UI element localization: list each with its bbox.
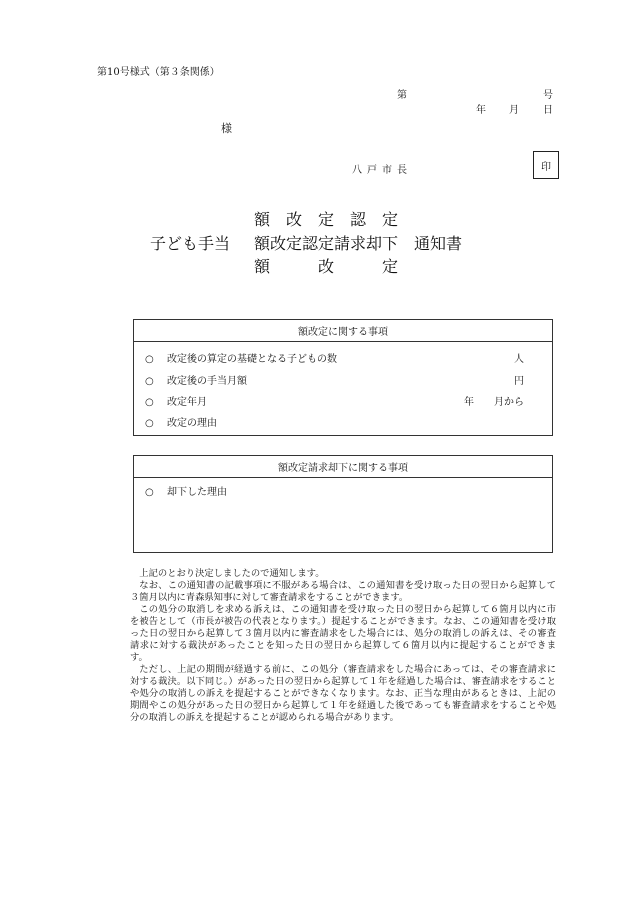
notice-paragraph: ただし、上記の期間が経過する前に、この処分（審査請求をした場合にあっては、その審査請求に対する裁決。以下同じ。）があった日の翌日から起算して１年を経過した場合は、審査請求をすることや処分の取消しの訴えを提起することができなくなります。なお、正当な理由があるときは、上記の期間やこの処分があった日の翌日から起算して１年を経過した後であっても審査請求をすることや処分の取消しの訴えを提起することが認められる場合があります。 <box>130 664 556 723</box>
rejection-box <box>133 455 553 553</box>
document-number-suffix: 号 <box>543 90 553 101</box>
revision-box <box>133 319 553 436</box>
form-number: 第10号様式（第３条関係） <box>97 67 220 78</box>
notice-paragraph: この処分の取消しを求める訴えは、この通知書を受け取った日の翌日から起算して６箇月以内に市を被告として（市長が被告の代表となります。）提起することができます。なお、この通知書を受け取った日の翌日から起算して３箇月以内に審査請求をした場合には、処分の取消しの訴えは、その審査請求に対する裁決があったことを知った日の翌日から起算して６箇月以内に提起することができます。 <box>130 604 556 663</box>
revision-item-unit: 人 <box>514 354 524 365</box>
revision-item-unit: 年 月から <box>464 397 524 408</box>
title-prefix: 子ども手当 <box>150 234 231 253</box>
title-line-3: 額 改 定 <box>254 257 399 276</box>
issuer-name: 八戸市長 <box>352 165 412 176</box>
notice-paragraph: 上記のとおり決定しましたので通知します。 <box>139 568 325 579</box>
revision-item-unit: 円 <box>514 376 524 387</box>
revision-item <box>145 372 247 387</box>
revision-item <box>145 350 337 365</box>
date-year-label: 年 <box>476 105 486 116</box>
document-number-label: 第 <box>397 90 407 101</box>
revision-item <box>145 393 207 408</box>
rejection-box-heading: 額改定請求却下に関する事項 <box>134 456 552 478</box>
revision-item-label: 改定の理由 <box>167 418 217 429</box>
revision-item-label: 改定後の算定の基礎となる子どもの数 <box>167 354 337 365</box>
bullet-circle-icon: ○ <box>145 418 154 429</box>
title-line-2: 額改定認定請求却下 通知書 <box>254 234 463 253</box>
revision-item-label: 改定年月 <box>167 397 207 408</box>
bullet-circle-icon: ○ <box>145 397 154 408</box>
bullet-circle-icon: ○ <box>145 354 154 365</box>
recipient-honorific: 様 <box>221 122 232 135</box>
bullet-circle-icon: ○ <box>145 376 154 387</box>
revision-item <box>145 414 217 429</box>
seal-box: 印 <box>533 151 559 179</box>
date-month-label: 月 <box>509 105 519 116</box>
rejection-item <box>145 483 227 498</box>
notice-paragraph: なお、この通知書の記載事項に不服がある場合は、この通知書を受け取った日の翌日から起算して３箇月以内に青森県知事に対して審査請求をすることができます。 <box>130 580 556 603</box>
notice-text <box>130 568 556 724</box>
bullet-circle-icon: ○ <box>145 487 154 498</box>
date-day-label: 日 <box>543 105 553 116</box>
revision-box-heading: 額改定に関する事項 <box>134 320 552 342</box>
rejection-item-label: 却下した理由 <box>167 487 227 498</box>
title-line-1: 額 改 定 認 定 <box>254 210 399 229</box>
revision-item-label: 改定後の手当月額 <box>167 376 247 387</box>
